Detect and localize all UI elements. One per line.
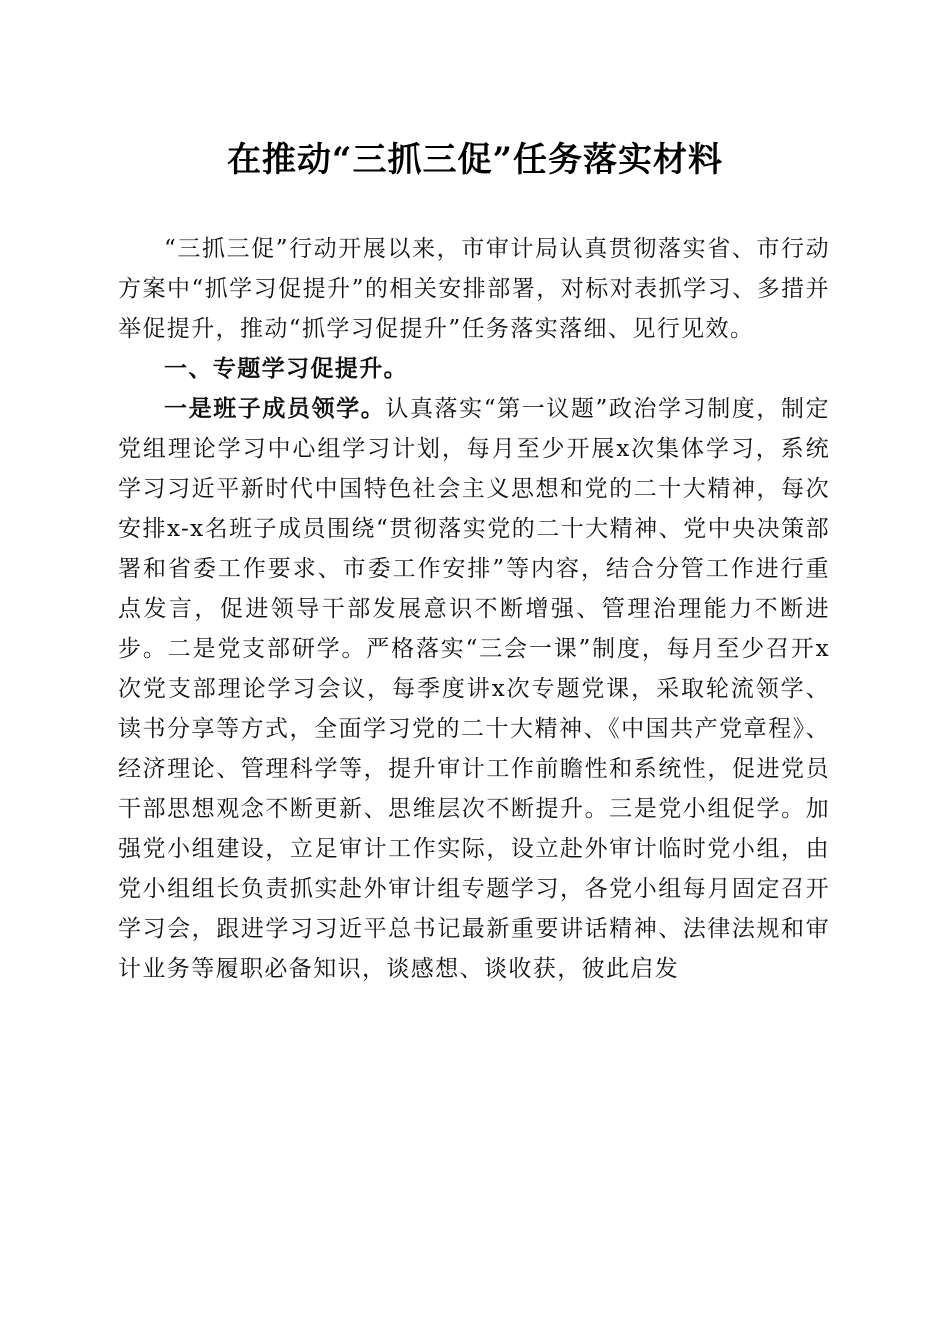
section-heading: 一、专题学习促提升。 [164,356,408,382]
intro-paragraph: “三抓三促”行动开展以来，市审计局认真贯彻落实省、市行动方案中“抓学习促提升”的相关安排部署，对标对表抓学习、多措并举促提升，推动“抓学习促提升”任务落实落细、见行见效。 [118,236,830,342]
paragraph-lead: 一是班子成员领学。 [164,395,386,422]
paragraph-text: 认真落实“第一议题”政治学习制度，制定党组理论学习中心组学习计划，每月至少开展x次集体学习，系统学习习近平新时代中国特色社会主义思想和党的二十大精神，每次安排x-x名班子成员围绕“贯彻落实党的二十大精神、党中央决策部署和省委工作要求、市委工作安排”等内容，结合分管工作进行重点发言，促进领导干部发展意识不断增强、管理治理能力不断进步。二是党支部研学。严格落实“三会一课”制度，每月至少召开x次党支部理论学习会议，每季度讲x次专题党课，采取轮流领学、读书分享等方式，全面学习党的二十大精神、《中国共产党章程》、经济理论、管理科学等，提升审计工作前瞻性和系统性，促进党员干部思想观念不断更新、思维层次不断提升。三是党小组促学。加强党小组建设，立足审计工作实际，设立赴外审计临时党小组，由党小组组长负责抓实赴外审计组专题学习，各党小组每月固定召开学习会，跟进学习习近平总书记最新重要讲话精神、法律法规和审计业务等履职必备知识，谈感想、谈收获，彼此启发 [118,396,830,982]
section-paragraph [118,389,830,989]
document-title: 在推动“三抓三促”任务落实材料 [226,140,724,180]
document-body [118,229,830,989]
